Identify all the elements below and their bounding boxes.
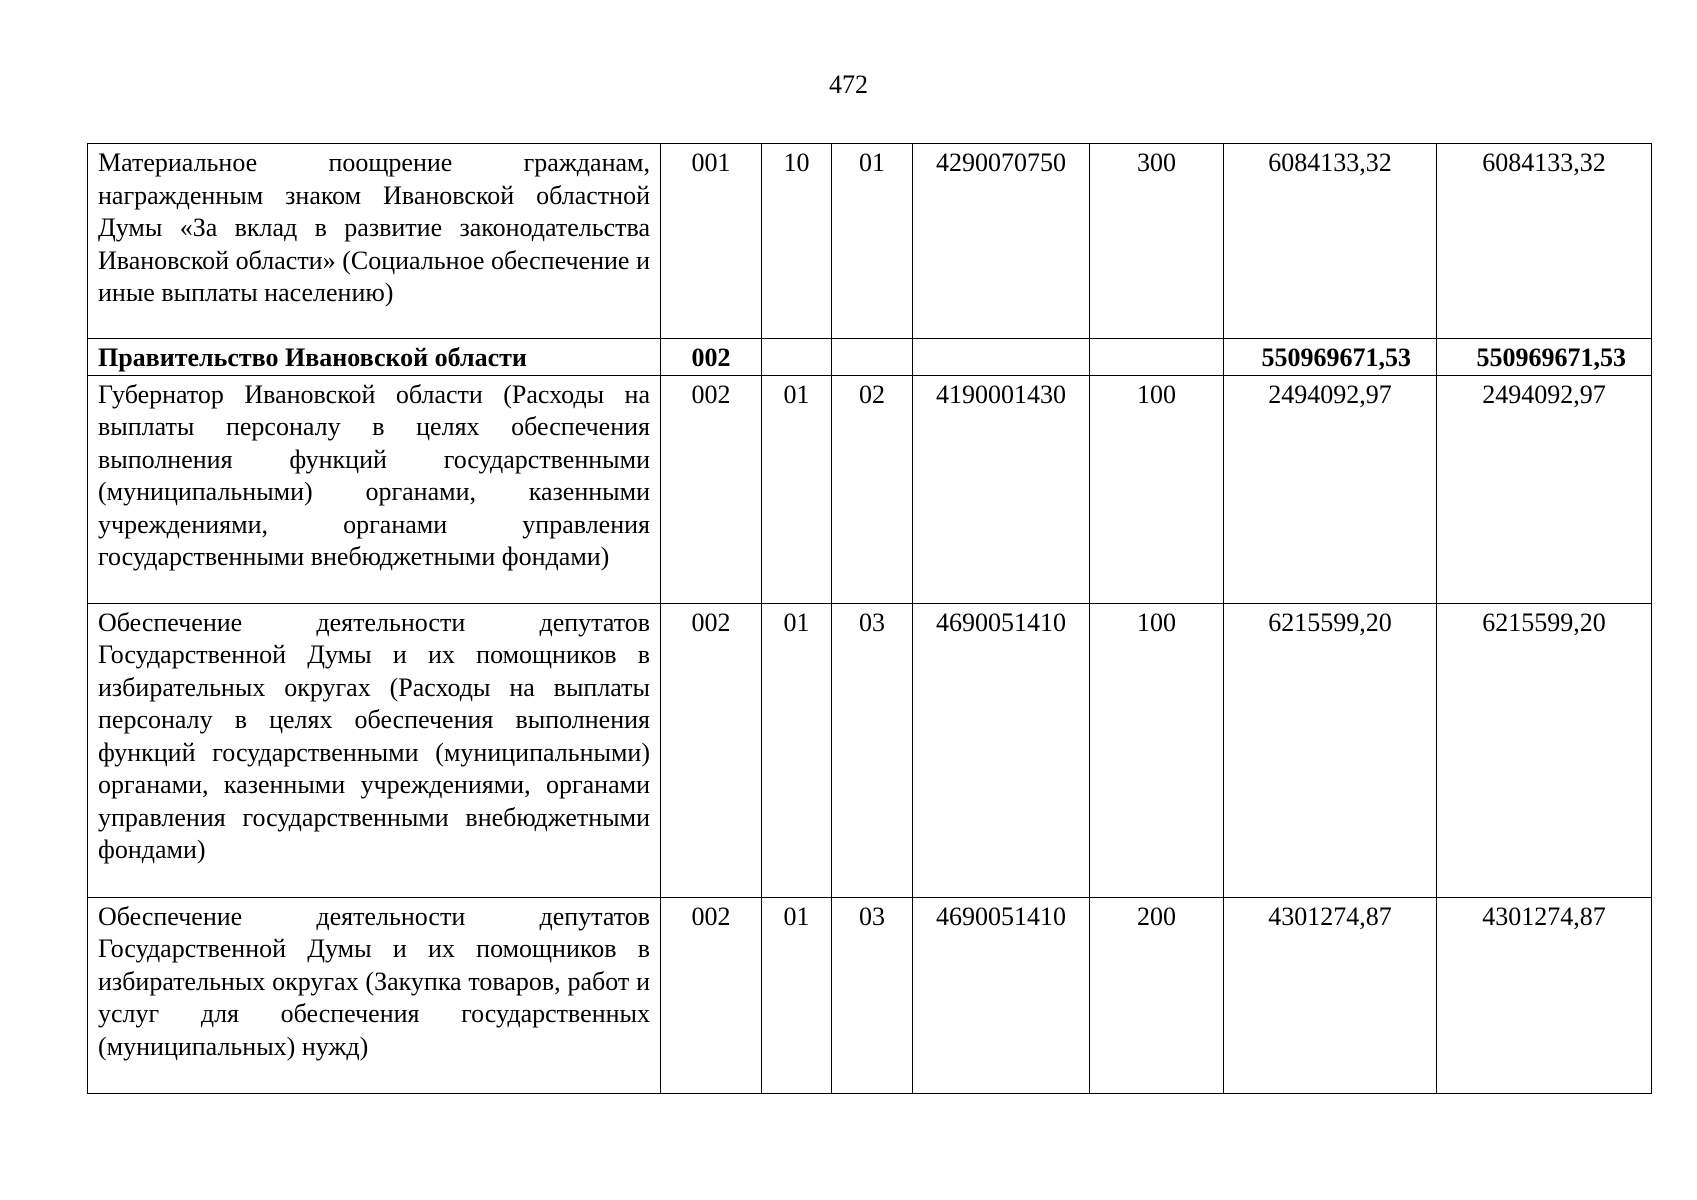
amount-cell: 2494092,97 — [1437, 375, 1652, 603]
row-name-cell: Обеспечение деятельности депутатов Государственной Думы и их помощников в избирательных округах (Закупка товаров, работ и услуг для обеспечения государственных (муниципальных) нужд) — [88, 897, 661, 1093]
target-item-cell: 4290070750 — [913, 144, 1090, 339]
amount-cell: 4301274,87 — [1437, 897, 1652, 1093]
expense-type-cell: 200 — [1090, 897, 1224, 1093]
subsection-cell: 03 — [832, 603, 913, 897]
amount-cell: 6215599,20 — [1224, 603, 1437, 897]
amount-cell: 6084133,32 — [1224, 144, 1437, 339]
expense-type-cell: 100 — [1090, 375, 1224, 603]
section-cell: 10 — [762, 144, 832, 339]
expense-type-cell: 300 — [1090, 144, 1224, 339]
subsection-cell: 03 — [832, 897, 913, 1093]
ministry-code-cell: 002 — [661, 897, 762, 1093]
expense-type-cell — [1090, 339, 1224, 376]
table-row — [88, 603, 1652, 897]
ministry-code-cell: 002 — [661, 375, 762, 603]
section-cell: 01 — [762, 603, 832, 897]
amount-cell: 6084133,32 — [1437, 144, 1652, 339]
page-number: 472 — [829, 70, 868, 99]
amount-cell: 550969671,53 — [1224, 339, 1437, 376]
amount-cell: 6215599,20 — [1437, 603, 1652, 897]
amount-cell: 550969671,53 — [1437, 339, 1652, 376]
table-row — [88, 339, 1652, 376]
target-item-cell: 4690051410 — [913, 897, 1090, 1093]
amount-cell: 4301274,87 — [1224, 897, 1437, 1093]
budget-table — [87, 143, 1652, 1094]
subsection-cell — [832, 339, 913, 376]
target-item-cell — [913, 339, 1090, 376]
table-row — [88, 897, 1652, 1093]
expense-type-cell: 100 — [1090, 603, 1224, 897]
table-row — [88, 375, 1652, 603]
row-name-cell: Губернатор Ивановской области (Расходы на выплаты персоналу в целях обеспечения выполнения функций государственными (муниципальными) органами, казенными учреждениями, органами управления государственными внебюджетными фондами) — [88, 375, 661, 603]
ministry-code-cell: 002 — [661, 603, 762, 897]
table-row — [88, 144, 1652, 339]
section-cell: 01 — [762, 375, 832, 603]
target-item-cell: 4190001430 — [913, 375, 1090, 603]
target-item-cell: 4690051410 — [913, 603, 1090, 897]
subsection-cell: 01 — [832, 144, 913, 339]
ministry-code-cell: 001 — [661, 144, 762, 339]
row-name-cell: Обеспечение деятельности депутатов Государственной Думы и их помощников в избирательных округах (Расходы на выплаты персоналу в целях обеспечения выполнения функций государственными (муниципальными) органами, казенными учреждениями, органами управления государственными внебюджетными фондами) — [88, 603, 661, 897]
section-cell: 01 — [762, 897, 832, 1093]
subsection-cell: 02 — [832, 375, 913, 603]
ministry-code-cell: 002 — [661, 339, 762, 376]
section-cell — [762, 339, 832, 376]
amount-cell: 2494092,97 — [1224, 375, 1437, 603]
row-name-cell: Правительство Ивановской области — [88, 339, 661, 376]
row-name-cell: Материальное поощрение гражданам, награжденным знаком Ивановской областной Думы «За вклад в развитие законодательства Ивановской области» (Социальное обеспечение и иные выплаты населению) — [88, 144, 661, 339]
